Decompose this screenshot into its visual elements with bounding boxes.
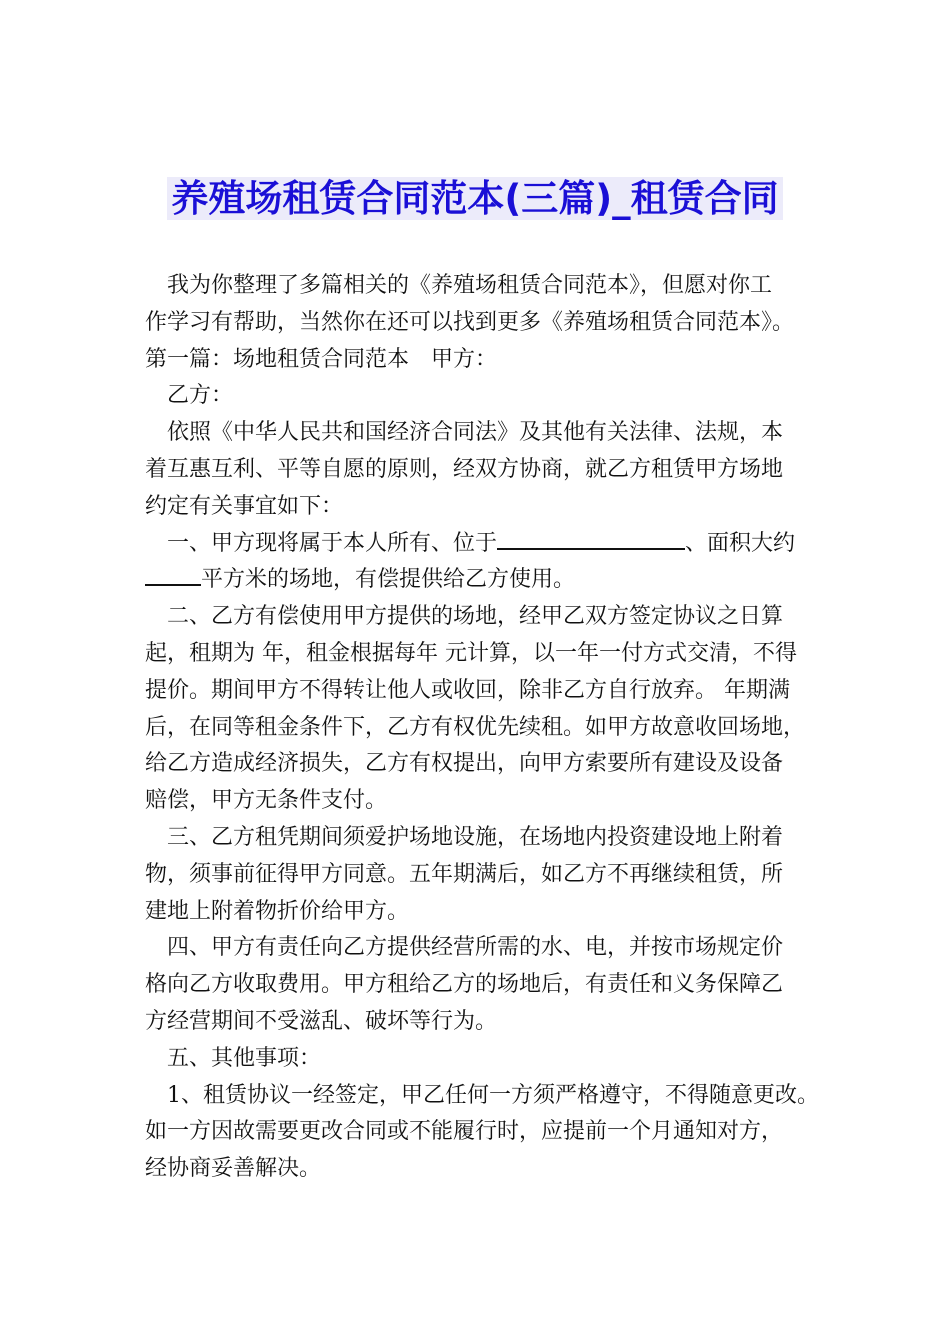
text-line: 依照《中华人民共和国经济合同法》及其他有关法律、法规，本 bbox=[167, 420, 784, 446]
text-line: 约定有关事宜如下： bbox=[145, 493, 344, 519]
text-line-with-blank bbox=[145, 526, 835, 563]
text-line: 给乙方造成经济损失，乙方有权提出，向甲方索要所有建设及设备 bbox=[145, 751, 784, 777]
document-title-text: 养殖场租赁合同范本(三篇)_租赁合同 bbox=[167, 177, 782, 220]
text-line: 提价。期间甲方不得转让他人或收回，除非乙方自行放弃。 年期满 bbox=[145, 677, 790, 703]
text-line: 如一方因故需要更改合同或不能履行时，应提前一个月通知对方， bbox=[145, 1119, 784, 1145]
text-line: 三、乙方租凭期间须爱护场地设施，在场地内投资建设地上附着 bbox=[167, 824, 784, 850]
document-title bbox=[0, 170, 950, 228]
clause-one-part-a: 一、甲方现将属于本人所有、位于 bbox=[167, 530, 498, 556]
clause-one-part-c: 平方米的场地，有偿提供给乙方使用。 bbox=[201, 567, 576, 593]
text-line: 经协商妥善解决。 bbox=[145, 1156, 322, 1182]
text-line: 方经营期间不受滋乱、破坏等行为。 bbox=[145, 1008, 498, 1034]
text-line: 赔偿，甲方无条件支付。 bbox=[145, 788, 388, 814]
text-line: 我为你整理了多篇相关的《养殖场租赁合同范本》，但愿对你工 bbox=[167, 273, 773, 298]
text-line: 乙方： bbox=[167, 383, 234, 409]
text-line: 后，在同等租金条件下，乙方有权优先续租。如甲方故意收回场地， bbox=[145, 714, 806, 740]
text-line: 四、甲方有责任向乙方提供经营所需的水、电，并按市场规定价 bbox=[167, 935, 784, 961]
area-blank bbox=[145, 562, 201, 586]
text-line-with-blank bbox=[145, 562, 835, 599]
text-line: 着互惠互利、平等自愿的原则，经双方协商，就乙方租赁甲方场地 bbox=[145, 456, 784, 482]
text-line: 第一篇：场地租赁合同范本 甲方： bbox=[145, 346, 498, 372]
text-line: 五、其他事项： bbox=[167, 1045, 322, 1071]
text-line: 格向乙方收取费用。甲方租给乙方的场地后，有责任和义务保障乙 bbox=[145, 972, 784, 998]
clause-one-part-b: 、面积大约 bbox=[685, 530, 796, 556]
document-body bbox=[145, 268, 835, 1188]
text-line: 作学习有帮助，当然你在还可以找到更多《养殖场租赁合同范本》。 bbox=[145, 309, 795, 335]
text-line: 建地上附着物折价给甲方。 bbox=[145, 898, 410, 924]
text-line: 物，须事前征得甲方同意。五年期满后，如乙方不再继续租赁，所 bbox=[145, 861, 784, 887]
text-line: 二、乙方有偿使用甲方提供的场地，经甲乙双方签定协议之日算 bbox=[167, 604, 784, 630]
text-line: 起，租期为 年，租金根据每年 元计算，以一年一付方式交清，不得 bbox=[145, 640, 797, 666]
text-line: 1、租赁协议一经签定，甲乙任何一方须严格遵守，不得随意更改。 bbox=[167, 1082, 819, 1108]
location-blank bbox=[497, 526, 685, 550]
